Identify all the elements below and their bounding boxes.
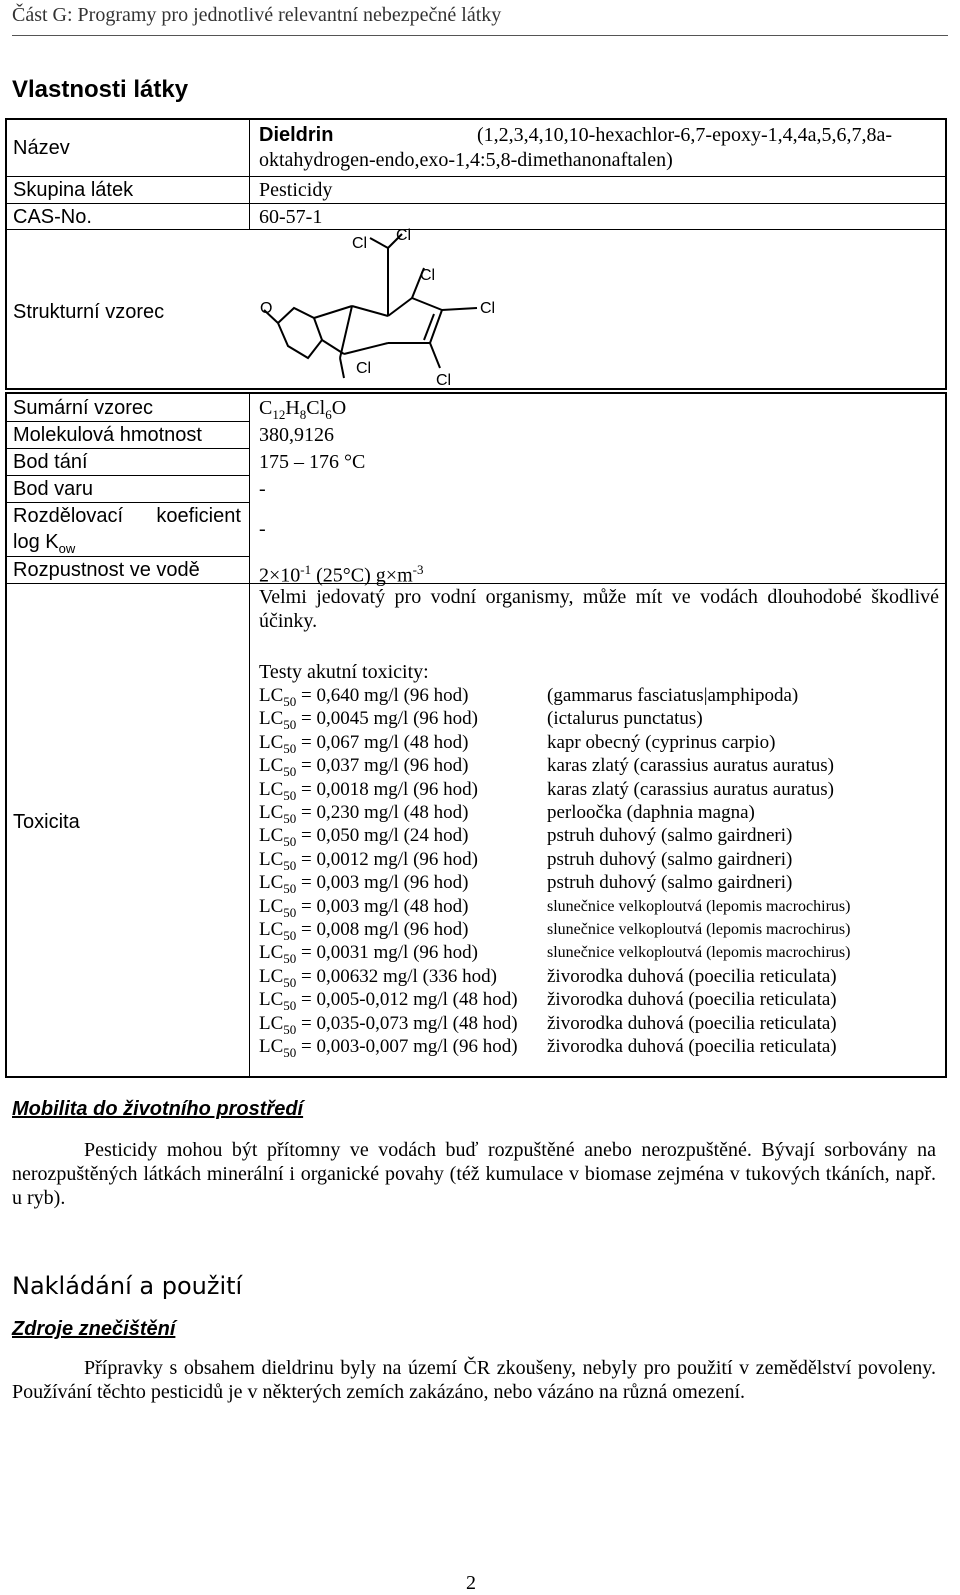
- lc50-concentration: = 0,037 mg/l (96 hod): [296, 755, 469, 777]
- column-divider: [249, 120, 250, 229]
- bond: [314, 306, 352, 318]
- test-species: živorodka duhová (poecilia reticulata): [547, 965, 837, 987]
- formula-c-count: 12: [272, 407, 286, 422]
- lc50-concentration: = 0,640 mg/l (96 hod): [296, 685, 469, 706]
- lc50-concentration: = 0,050 mg/l (24 hod): [296, 825, 469, 847]
- lc50-concentration: = 0,0012 mg/l (96 hod): [296, 848, 478, 870]
- atom-cl: Cl: [436, 372, 452, 389]
- test-species: slunečnice velkoploutvá (lepomis macrochirus): [547, 897, 851, 915]
- lc50-concentration: = 0,0031 mg/l (96 hod): [296, 942, 478, 964]
- name-long-line2: oktahydrogen-endo,exo-1,4:5,8-dimethanonaftalen): [259, 149, 673, 171]
- lc-label: LC: [259, 895, 284, 917]
- kow-label-sub: ow: [58, 541, 76, 556]
- bp-label: Bod varu: [13, 478, 94, 500]
- formula-o: O: [331, 397, 347, 419]
- test-species: pstruh duhový (salmo gairdneri): [547, 825, 793, 847]
- name-label: Název: [13, 137, 70, 159]
- test-species: (gammarus fasciatus|amphipoda): [547, 685, 799, 706]
- atom-o: O: [260, 300, 273, 317]
- test-species: živorodka duhová (poecilia reticulata): [547, 989, 837, 1011]
- lc-label: LC: [259, 965, 284, 987]
- bp-value: -: [259, 478, 266, 500]
- lc-sub: 50: [283, 810, 297, 826]
- lc-sub: 50: [283, 1044, 297, 1060]
- lc50-concentration: = 0,0018 mg/l (96 hod): [296, 778, 478, 800]
- formula-c: C: [259, 397, 273, 419]
- row-divider: [7, 176, 945, 177]
- lc-label: LC: [259, 755, 284, 777]
- solubility-value: [259, 558, 423, 588]
- test-species: karas zlatý (carassius auratus auratus): [547, 778, 834, 800]
- toxicity-tests-heading: Testy akutní toxicity:: [259, 661, 429, 683]
- atom-cl: Cl: [420, 267, 436, 284]
- solubility-exp2: -3: [412, 562, 424, 577]
- mp-value: 175 – 176 °C: [259, 451, 366, 473]
- atom-cl: Cl: [356, 360, 372, 377]
- row-divider: [7, 502, 249, 503]
- lc50-concentration: = 0,005-0,012 mg/l (48 hod): [296, 989, 518, 1011]
- bond: [344, 343, 388, 354]
- column-divider: [249, 394, 250, 1078]
- test-species: slunečnice velkoploutvá (lepomis macrochirus): [547, 921, 851, 938]
- lc-label: LC: [259, 708, 284, 730]
- kow-label-text: log K: [13, 531, 59, 553]
- handling-text: Přípravky s obsahem dieldrinu byly na území ČR zkoušeny, nebyly pro použití v zemědělství povoleny. Používání těchto pesticidů je v některých zemích zakázáno, nebo vázáno na různá omezení.: [12, 1357, 936, 1403]
- test-species: kapr obecný (cyprinus carpio): [547, 731, 776, 753]
- section-title-properties: Vlastnosti látky: [12, 76, 189, 103]
- lc50-concentration: = 0,003 mg/l (96 hod): [296, 872, 469, 894]
- page-number: 2: [466, 1572, 476, 1594]
- lc-sub: 50: [283, 693, 297, 709]
- formula-cl: Cl: [306, 397, 326, 419]
- lc50-concentration: = 0,067 mg/l (48 hod): [296, 731, 469, 753]
- lc-label: LC: [259, 919, 284, 940]
- properties-table-top: [5, 118, 947, 390]
- test-species: slunečnice velkoploutvá (lepomis macrochirus): [547, 944, 851, 962]
- mobility-title: Mobilita do životního prostředí: [12, 1098, 304, 1120]
- lc-label: LC: [259, 802, 284, 823]
- test-species: karas zlatý (carassius auratus auratus): [547, 755, 834, 777]
- kow-label-line2: [13, 530, 75, 561]
- bond: [388, 298, 412, 316]
- kow-value: -: [259, 518, 266, 540]
- lc-sub: 50: [283, 997, 297, 1013]
- lc-label: LC: [259, 872, 284, 894]
- lc-sub: 50: [283, 763, 297, 779]
- lc-sub: 50: [283, 880, 297, 896]
- lc-sub: 50: [283, 951, 297, 967]
- bond: [442, 308, 477, 310]
- epoxide-ring: [278, 308, 322, 358]
- structure-label: Strukturní vzorec: [13, 301, 165, 323]
- lc50-concentration: = 0,003 mg/l (48 hod): [296, 895, 469, 917]
- bond: [370, 238, 388, 248]
- double-bond: [430, 310, 442, 343]
- handling-subtitle: Zdroje znečištění: [12, 1318, 176, 1340]
- lc-label: LC: [259, 942, 284, 964]
- name-long-line1: (1,2,3,4,10,10-hexachlor-6,7-epoxy-1,4,4a,5,6,7,8a-: [477, 124, 893, 146]
- lc50-value: [259, 1035, 518, 1064]
- toxicity-label: Toxicita: [13, 811, 80, 833]
- lc-label: LC: [259, 825, 284, 847]
- mobility-text: Pesticidy mohou být přítomny ve vodách buď rozpuštěné anebo nerozpuštěné. Bývají sorbovány na nerozpuštěných látkách minerální i organické povahy (též kumulace v biomase zejména v tukových tkáních, např. u ryb).: [12, 1139, 936, 1209]
- mp-label: Bod tání: [13, 451, 88, 473]
- lc-sub: 50: [283, 1021, 297, 1037]
- lc-label: LC: [259, 731, 284, 753]
- row-divider: [7, 583, 945, 584]
- bond: [352, 306, 388, 316]
- bond: [340, 358, 344, 378]
- test-species: živorodka duhová (poecilia reticulata): [547, 1012, 837, 1034]
- bond: [340, 306, 352, 358]
- bond: [412, 298, 442, 310]
- lc-label: LC: [259, 685, 284, 706]
- lc50-concentration: = 0,035-0,073 mg/l (48 hod): [296, 1012, 518, 1034]
- atom-cl: Cl: [396, 228, 412, 244]
- toxicity-intro: Velmi jedovatý pro vodní organismy, může mít ve vodách dlouhodobé škodlivé účinky.: [259, 586, 939, 632]
- section-title-handling: Nakládání a použití: [12, 1272, 243, 1300]
- test-species: (ictalurus punctatus): [547, 708, 703, 730]
- test-species: pstruh duhový (salmo gairdneri): [547, 872, 793, 894]
- test-species: pstruh duhový (salmo gairdneri): [547, 848, 793, 870]
- solubility-label: Rozpustnost ve vodě: [13, 559, 200, 581]
- cas-value: 60-57-1: [259, 206, 323, 228]
- solubility-exp1: -1: [300, 562, 312, 577]
- row-divider: [7, 475, 249, 476]
- formula-h: H: [285, 397, 300, 419]
- formula-cl-count: 6: [325, 407, 332, 422]
- bond: [430, 343, 440, 368]
- lc-label: LC: [259, 1036, 284, 1057]
- lc-label: LC: [259, 1012, 284, 1034]
- row-divider: [7, 421, 249, 422]
- lc-sub: 50: [283, 787, 297, 803]
- page-header: Část G: Programy pro jednotlivé relevantní nebezpečné látky: [12, 4, 502, 26]
- lc-label: LC: [259, 989, 284, 1011]
- mw-value: 380,9126: [259, 424, 334, 446]
- lc50-concentration: = 0,230 mg/l (48 hod): [296, 802, 469, 823]
- lc-sub: 50: [283, 927, 297, 943]
- test-species: živorodka duhová (poecilia reticulata): [547, 1036, 837, 1057]
- row-divider: [7, 448, 249, 449]
- lc-sub: 50: [283, 974, 297, 990]
- name-short: Dieldrin: [259, 124, 334, 146]
- solubility-base: 2×10: [259, 564, 301, 587]
- lc-sub: 50: [283, 834, 297, 850]
- kow-label-line1: Rozdělovací koeficient: [13, 505, 241, 527]
- atom-cl: Cl: [480, 300, 496, 317]
- properties-table-main: [5, 392, 947, 1078]
- lc-sub: 50: [283, 740, 297, 756]
- solubility-unit: (25°C) g×m: [311, 564, 413, 587]
- atom-cl: Cl: [352, 235, 368, 252]
- group-label: Skupina látek: [13, 179, 134, 201]
- formula-h-count: 8: [299, 407, 307, 422]
- group-value: Pesticidy: [259, 179, 333, 201]
- mw-label: Molekulová hmotnost: [13, 424, 202, 446]
- lc50-concentration: = 0,008 mg/l (96 hod): [296, 919, 469, 940]
- lc-sub: 50: [283, 904, 297, 920]
- lc-label: LC: [259, 778, 284, 800]
- lc-sub: 50: [283, 717, 297, 733]
- lc-sub: 50: [283, 857, 297, 873]
- lc50-concentration: = 0,003-0,007 mg/l (96 hod): [296, 1036, 518, 1057]
- lc-label: LC: [259, 848, 284, 870]
- cas-label: CAS-No.: [13, 206, 92, 228]
- lc50-concentration: = 0,0045 mg/l (96 hod): [296, 708, 478, 730]
- test-species: perloočka (daphnia magna): [547, 802, 755, 823]
- formula-label: Sumární vzorec: [13, 397, 154, 419]
- row-divider: [7, 203, 945, 204]
- structural-formula: [252, 228, 552, 393]
- header-rule: [12, 35, 948, 36]
- lc50-concentration: = 0,00632 mg/l (336 hod): [296, 965, 497, 987]
